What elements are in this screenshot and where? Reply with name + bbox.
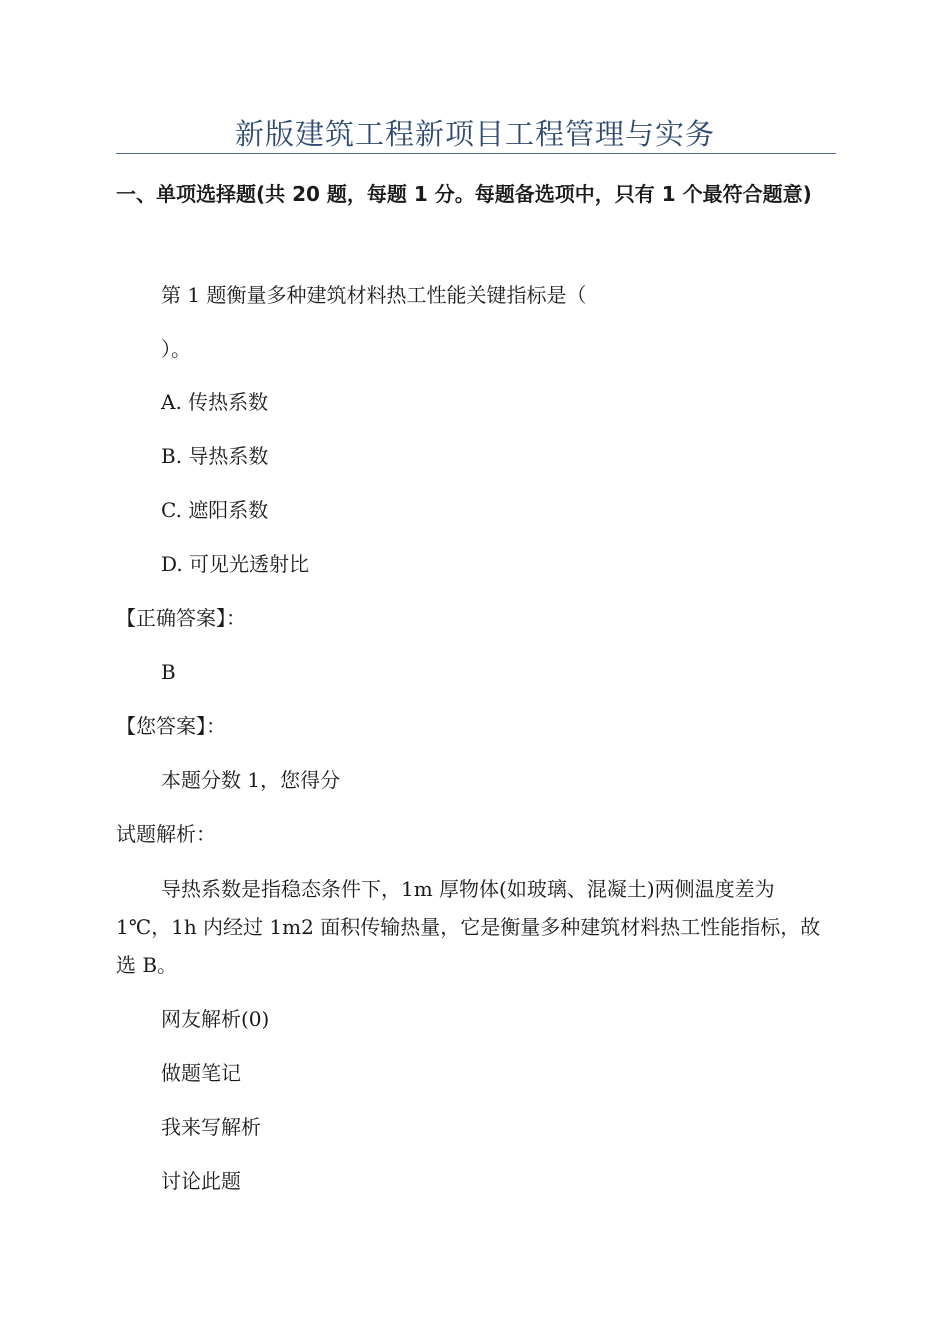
- your-answer-label: 【您答案】：: [116, 714, 226, 738]
- question-stem-line-1: 第 1 题衡量多种建筑材料热工性能关键指标是（: [161, 283, 587, 307]
- score-text: 本题分数 1，您得分: [161, 768, 341, 792]
- take-notes-link[interactable]: 做题笔记: [161, 1061, 241, 1085]
- option-b: B. 导热系数: [161, 444, 269, 468]
- net-analysis-link[interactable]: 网友解析(0): [161, 1007, 270, 1031]
- option-a: A. 传热系数: [161, 390, 269, 414]
- analysis-label: 试题解析：: [116, 822, 216, 846]
- correct-answer-value: B: [161, 660, 176, 684]
- page-title: 新版建筑工程新项目工程管理与实务: [234, 117, 715, 151]
- title-divider: [116, 153, 836, 154]
- section-heading: 一、单项选择题(共 20 题，每题 1 分。每题备选项中，只有 1 个最符合题意): [116, 182, 812, 206]
- discuss-link[interactable]: 讨论此题: [161, 1169, 241, 1193]
- option-c: C. 遮阳系数: [161, 498, 269, 522]
- correct-answer-label: 【正确答案】：: [116, 606, 246, 630]
- write-analysis-link[interactable]: 我来写解析: [161, 1115, 261, 1139]
- option-d: D. 可见光透射比: [161, 552, 310, 576]
- question-stem-line-2: ）。: [161, 337, 191, 361]
- analysis-text: 导热系数是指稳态条件下，1m 厚物体(如玻璃、混凝土)两侧温度差为 1℃，1h 内经过 1m2 面积传输热量，它是衡量多种建筑材料热工性能指标，故选 B。: [116, 877, 821, 977]
